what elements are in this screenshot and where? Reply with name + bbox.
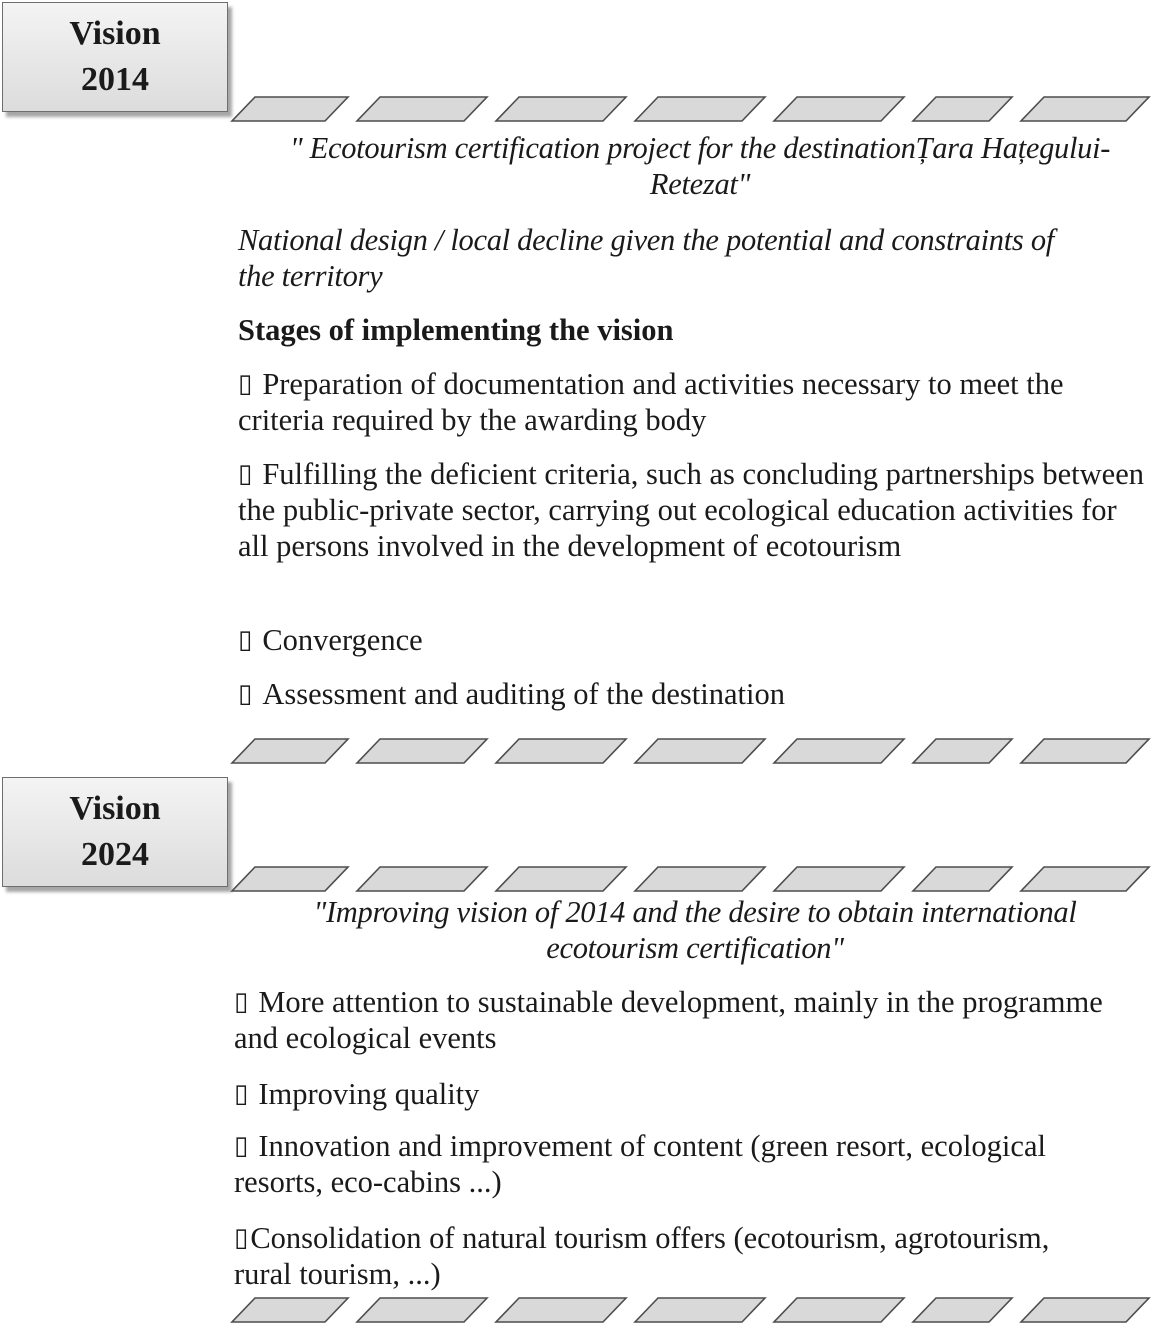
vision-2024-year: 2024 (81, 836, 149, 873)
separator-parallelogram (496, 739, 626, 763)
separator-parallelogram (913, 739, 1012, 763)
separator-parallelogram (913, 97, 1012, 121)
stage-item-assessment: ▯ Assessment and auditing of the destination (238, 676, 1118, 712)
separator-parallelogram (774, 97, 904, 121)
separator-parallelogram (635, 867, 765, 891)
separator-row-4 (0, 1295, 1152, 1331)
separator-parallelogram (1021, 97, 1149, 121)
separator-parallelogram (496, 867, 626, 891)
stages-heading: Stages of implementing the vision (238, 313, 674, 347)
vision-2014-year: 2014 (81, 61, 149, 98)
separator-parallelogram (1021, 1298, 1149, 1322)
vision-2014-label: Vision (69, 15, 161, 52)
vision-2024-item-innovation: ▯ Innovation and improvement of content (green resort, ecological resorts, eco-cabins ...) (234, 1128, 1114, 1200)
stage-item-fulfilling: ▯ Fulfilling the deficient criteria, such as concluding partnerships between the public-private sector, carrying out ecological education activities for all persons involved in the development of ecotourism (238, 456, 1150, 564)
separator-parallelogram (357, 867, 487, 891)
separator-parallelogram (496, 97, 626, 121)
separator-parallelogram (1021, 739, 1149, 763)
vision-2024-quote: "Improving vision of 2014 and the desire to obtain international ecotourism certification" (313, 895, 1077, 965)
separator-parallelogram (232, 1298, 348, 1322)
separator-parallelogram (232, 97, 348, 121)
vision-2024-item-sustainable: ▯ More attention to sustainable development, mainly in the programme and ecological events (234, 984, 1134, 1056)
vision-2024-item-quality: ▯ Improving quality (234, 1076, 1114, 1112)
separator-parallelogram (774, 739, 904, 763)
separator-parallelogram (635, 1298, 765, 1322)
vision-2014-design-note: National design / local decline given the potential and constraints of the territory (238, 223, 1054, 293)
separator-parallelogram (496, 1298, 626, 1322)
stage-item-preparation: ▯ Preparation of documentation and activities necessary to meet the criteria required by the awarding body (238, 366, 1138, 438)
separator-parallelogram (357, 1298, 487, 1322)
separator-parallelogram (357, 97, 487, 121)
vision-2024-label: Vision (69, 790, 161, 827)
separator-parallelogram (913, 1298, 1012, 1322)
separator-parallelogram (913, 867, 1012, 891)
separator-parallelogram (232, 739, 348, 763)
separator-parallelogram (774, 867, 904, 891)
separator-parallelogram (635, 739, 765, 763)
vision-2024-item-consolidation: ▯ Consolidation of natural tourism offers (ecotourism, agrotourism, rural tourism, ...) (234, 1220, 1114, 1292)
separator-parallelogram (357, 739, 487, 763)
separator-parallelogram (774, 1298, 904, 1322)
separator-parallelogram (1021, 867, 1149, 891)
separator-parallelogram (635, 97, 765, 121)
separator-row-1 (0, 94, 1152, 130)
separator-row-2 (0, 736, 1152, 772)
stage-item-convergence: ▯ Convergence (238, 622, 1118, 658)
separator-parallelogram (232, 867, 348, 891)
vision-2014-quote: " Ecotourism certification project for the destinationȚara Hațegului- Retezat" (289, 131, 1111, 201)
